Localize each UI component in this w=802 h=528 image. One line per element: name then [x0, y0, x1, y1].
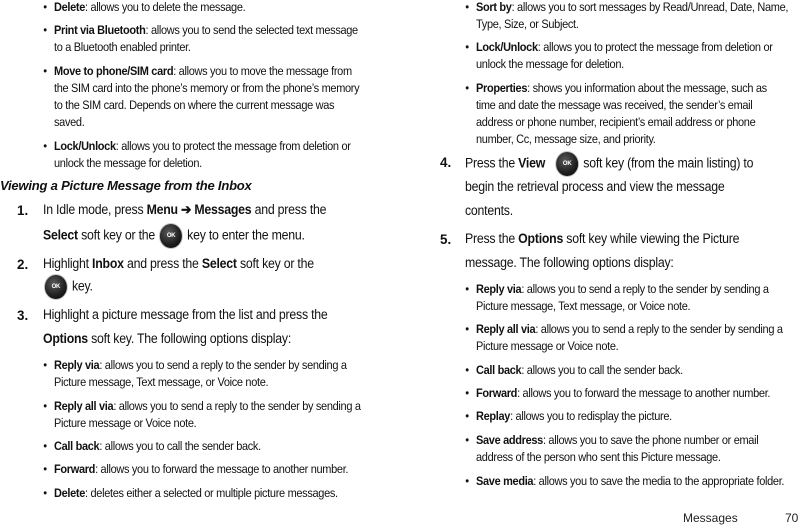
step-3-line-1: Highlight a picture message from the list and press the: [43, 307, 328, 322]
bullet-term: Lock/Unlock: [54, 139, 116, 153]
bullet-sort-by: • Sort by: allows you to sort messages by Read/Unread, Date, Name, Type, Size, or Subject.: [465, 0, 789, 31]
section-heading: Viewing a Picture Message from the Inbox: [0, 178, 252, 193]
bullet-lock-unlock: • Lock/Unlock: allows you to protect the message from deletion or unlock the message for deletion.: [43, 139, 351, 170]
step-5-line-1: Press the Options soft key while viewing the Picture: [465, 231, 740, 246]
select-key-label: Select: [201, 256, 237, 271]
step-number: 3.: [17, 308, 29, 323]
page-number: 70: [785, 511, 799, 525]
option-reply-all-via: • Reply all via: allows you to send a reply to the sender by sending a Picture message or Voice note.: [43, 399, 361, 430]
bullet-lock-unlock: • Lock/Unlock: allows you to protect the message from deletion or unlock the message for deletion.: [465, 40, 773, 71]
option-reply-via: • Reply via: allows you to send a reply to the sender by sending a Picture message, Text message, or Voice note.: [465, 282, 769, 313]
bullet-delete: • Delete: allows you to delete the message.: [43, 0, 246, 14]
step-2-line-2: OK key.: [43, 275, 93, 299]
step-number: 1.: [17, 203, 29, 218]
step-4-line-3: contents.: [465, 203, 513, 218]
step-2-line-1: Highlight Inbox and press the Select soft key or the: [43, 256, 314, 271]
bullet-text: the SIM card into the phone’s memory or from the phone’s memory: [54, 81, 360, 95]
options-key-label: Options: [43, 331, 88, 346]
option-forward: • Forward: allows you to forward the message to another number.: [465, 386, 771, 400]
step-1-line-2: Select soft key or the OK key to enter the menu.: [43, 224, 305, 248]
option-call-back: • Call back: allows you to call the sender back.: [43, 439, 261, 453]
option-forward: • Forward: allows you to forward the message to another number.: [43, 462, 349, 476]
bullet-text: saved.: [54, 115, 85, 129]
inbox-label: Inbox: [92, 256, 124, 271]
options-key-label: Options: [518, 231, 564, 246]
bullet-text: to the SIM card. Depends on where the current message was: [54, 98, 335, 112]
step-number: 5.: [440, 232, 452, 247]
bullet-text: : allows you to move the message from: [173, 64, 352, 78]
step-5-line-2: message. The following options display:: [465, 255, 674, 270]
step-number: 4.: [440, 155, 452, 170]
bullet-term: Print via Bluetooth: [54, 23, 146, 37]
bullet-print-via-bluetooth: • Print via Bluetooth: allows you to send the selected text message to a Bluetooth enabled printer.: [43, 23, 358, 54]
option-save-address: • Save address: allows you to save the phone number or email address of the person who sent this Picture message.: [465, 433, 759, 464]
bullet-text: : allows you to delete the message.: [85, 0, 246, 14]
select-key-label: Select: [43, 227, 78, 243]
step-number: 2.: [17, 257, 29, 272]
bullet-term: Delete: [54, 0, 86, 14]
footer-section-name: Messages: [683, 511, 738, 525]
bullet-move-to-phone-sim: • Move to phone/SIM card: allows you to move the message from the SIM card into the phone’s memory or from the phone’s memory to the SIM card. Depends on where the current message was saved.: [43, 64, 360, 129]
option-reply-via: • Reply via: allows you to send a reply to the sender by sending a Picture message, Text message, or Voice note.: [43, 358, 347, 389]
ok-key-icon: OK: [160, 224, 182, 248]
menu-key-label: Menu: [146, 202, 178, 217]
bullet-text: to a Bluetooth enabled printer.: [54, 40, 191, 54]
bullet-properties: • Properties: shows you information about the message, such as time and date the message was received, the sender’s email address or phone number, recipient’s email address or phone number, Cc, message size, and priority.: [465, 81, 767, 146]
step-1-line-1: In Idle mode, press Menu ➔ Messages and press the: [43, 202, 327, 217]
step-4-line-2: begin the retrieval process and view the message: [465, 179, 725, 194]
option-call-back: • Call back: allows you to call the sender back.: [465, 363, 683, 377]
bullet-text: unlock the message for deletion.: [54, 156, 202, 170]
option-reply-all-via: • Reply all via: allows you to send a reply to the sender by sending a Picture message or Voice note.: [465, 322, 783, 353]
bullet-text: : allows you to send the selected text message: [145, 23, 358, 37]
option-replay: • Replay: allows you to redisplay the picture.: [465, 409, 672, 423]
option-save-media: • Save media: allows you to save the media to the appropriate folder.: [465, 474, 785, 488]
bullet-term: Move to phone/SIM card: [54, 64, 174, 78]
step-4-line-1: Press the View OK soft key (from the main listing) to: [465, 152, 753, 176]
ok-key-icon: OK: [556, 152, 578, 176]
view-key-label: View: [518, 155, 546, 171]
bullet-text: : allows you to protect the message from deletion or: [115, 139, 351, 153]
step-3-line-2: Options soft key. The following options display:: [43, 331, 292, 346]
messages-label: Messages: [194, 202, 252, 217]
ok-key-icon: OK: [45, 275, 67, 299]
option-delete: • Delete: deletes either a selected or multiple picture messages.: [43, 486, 338, 500]
